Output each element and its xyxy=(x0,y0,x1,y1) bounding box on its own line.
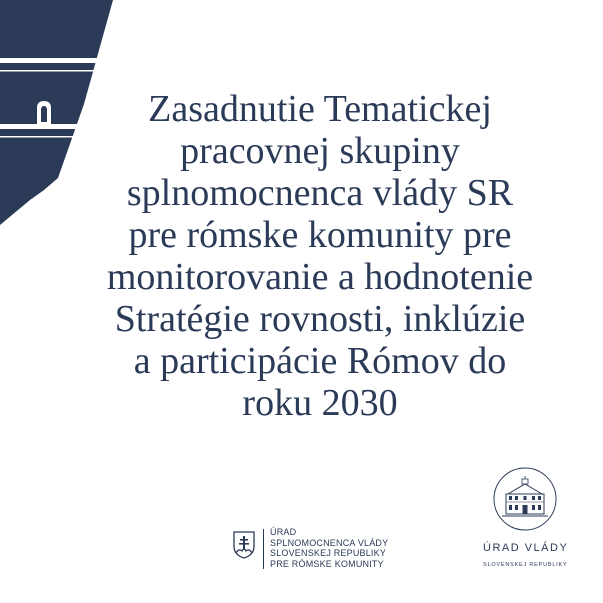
logo-divider xyxy=(263,529,264,569)
office-name-line: SPLNOMOCNENCA VLÁDY xyxy=(270,537,389,548)
title-line: Stratégie rovnosti, inklúzie xyxy=(114,298,526,340)
government-office-logo xyxy=(483,466,573,576)
slovak-coat-of-arms-icon xyxy=(233,531,255,559)
office-name-line: SLOVENSKEJ REPUBLIKY xyxy=(270,548,387,558)
government-office-seal-icon xyxy=(492,466,558,532)
title-line: monitorovanie a hodnotenie xyxy=(106,256,534,298)
title-line: a participácie Rómov do xyxy=(133,340,507,382)
title-line: Zasadnutie Tematickej xyxy=(148,88,492,130)
office-name-line: PRE RÓMSKE KOMUNITY xyxy=(270,558,384,569)
meeting-title xyxy=(60,88,580,424)
title-line: pracovnej skupiny xyxy=(180,130,460,172)
title-line: roku 2030 xyxy=(242,382,398,424)
government-office-name: ÚRAD VLÁDY xyxy=(483,542,569,554)
office-name-line: ÚRAD xyxy=(270,527,297,537)
government-office-subtitle: SLOVENSKEJ REPUBLIKY xyxy=(483,562,568,568)
title-line: pre rómske komunity pre xyxy=(128,214,512,256)
title-line: splnomocnenca vlády SR xyxy=(126,172,514,214)
plenipotentiary-office-logo xyxy=(233,527,403,573)
office-name xyxy=(270,527,388,569)
